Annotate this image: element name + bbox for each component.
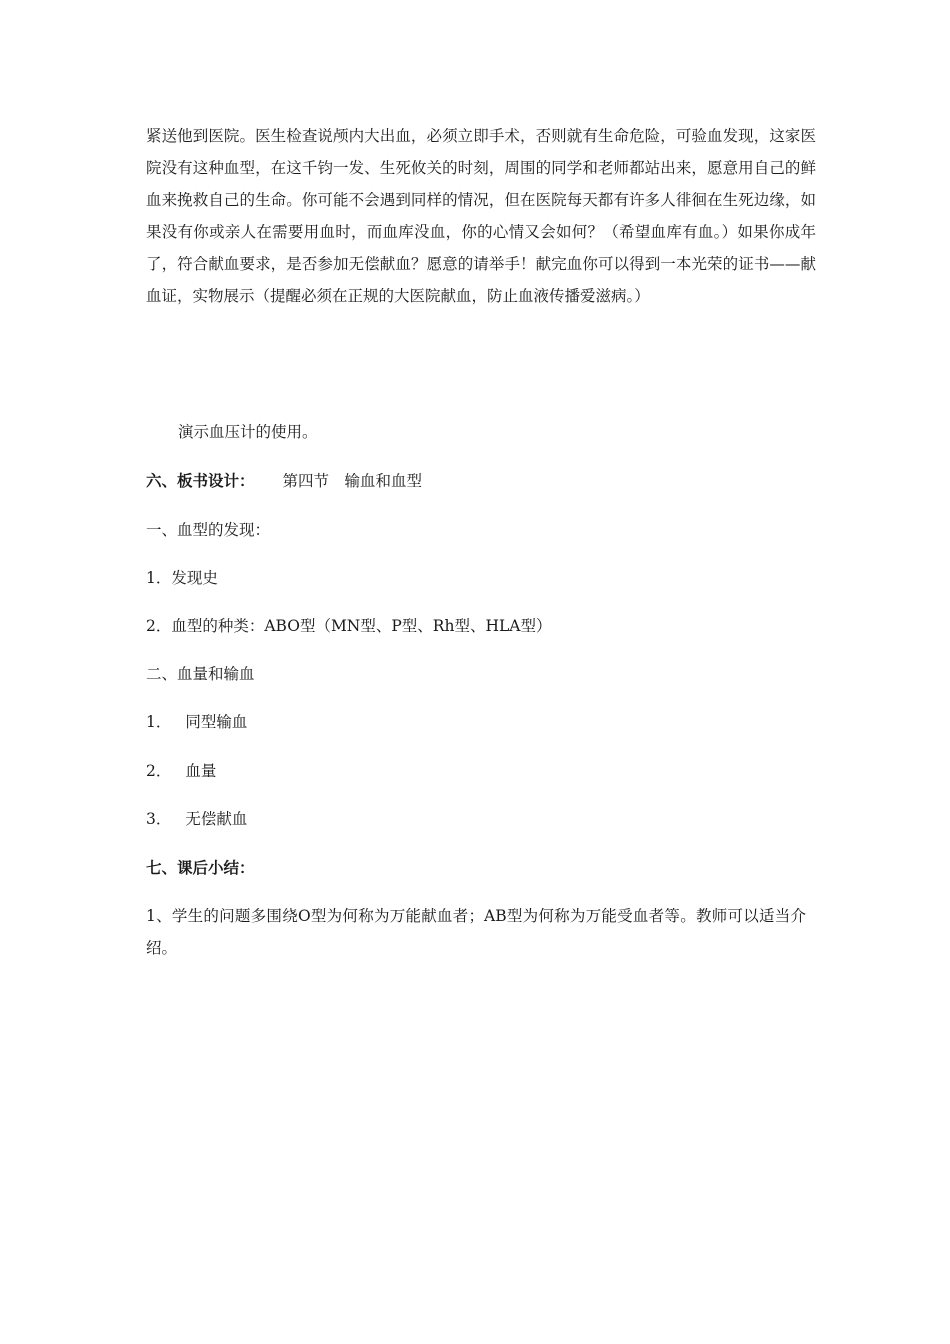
body-paragraph: 紧送他到医院。医生检查说颅内大出血，必须立即手术，否则就有生命危险，可验血发现，这家医院没有这种血型，在这千钧一发、生死攸关的时刻，周围的同学和老师都站出来，愿意用自己的鲜血来挽救自己的生命。你可能不会遇到同样的情况，但在医院每天都有许多人徘徊在生死边缘，如果没有你或亲人在需要用血时，而血库没血，你的心情又会如何？（希望血库有血。）如果你成年了，符合献血要求，是否参加无偿献血？愿意的请举手！献完血你可以得到一本光荣的证书——献血证，实物展示（提醒必须在正规的大医院献血，防止血液传播爱滋病。） <box>146 127 816 305</box>
outline-item-2-2-number: 2． <box>146 762 172 780</box>
outline-item-2-1 <box>146 710 247 734</box>
section-7-heading: 七、课后小结： <box>146 858 255 877</box>
outline-item-2-1-text: 同型输血 <box>185 713 248 731</box>
outline-item-2-3-text: 无偿献血 <box>185 810 248 828</box>
outline-item-2-2 <box>146 759 216 783</box>
board-title: 第四节 输血和血型 <box>282 472 423 490</box>
section-6-line <box>146 469 422 493</box>
outline-item-2-3 <box>146 807 247 831</box>
outline-item-1-2: 2．血型的种类：ABO型（MN型、P型、Rh型、HLA型） <box>146 617 552 635</box>
outline-item-2-1-number: 1． <box>146 713 172 731</box>
outline-part1-heading: 一、血型的发现： <box>146 521 271 539</box>
outline-part2-heading: 二、血量和输血 <box>146 665 255 683</box>
summary-paragraph: 1、学生的问题多围绕O型为何称为万能献血者；AB型为何称为万能受血者等。教师可以适当介绍。 <box>146 907 806 957</box>
outline-item-1-1: 1．发现史 <box>146 569 218 587</box>
demo-line: 演示血压计的使用。 <box>178 423 318 441</box>
outline-item-2-2-text: 血量 <box>185 762 217 780</box>
section-6-heading: 六、板书设计： <box>146 471 255 490</box>
outline-item-2-3-number: 3． <box>146 810 172 828</box>
